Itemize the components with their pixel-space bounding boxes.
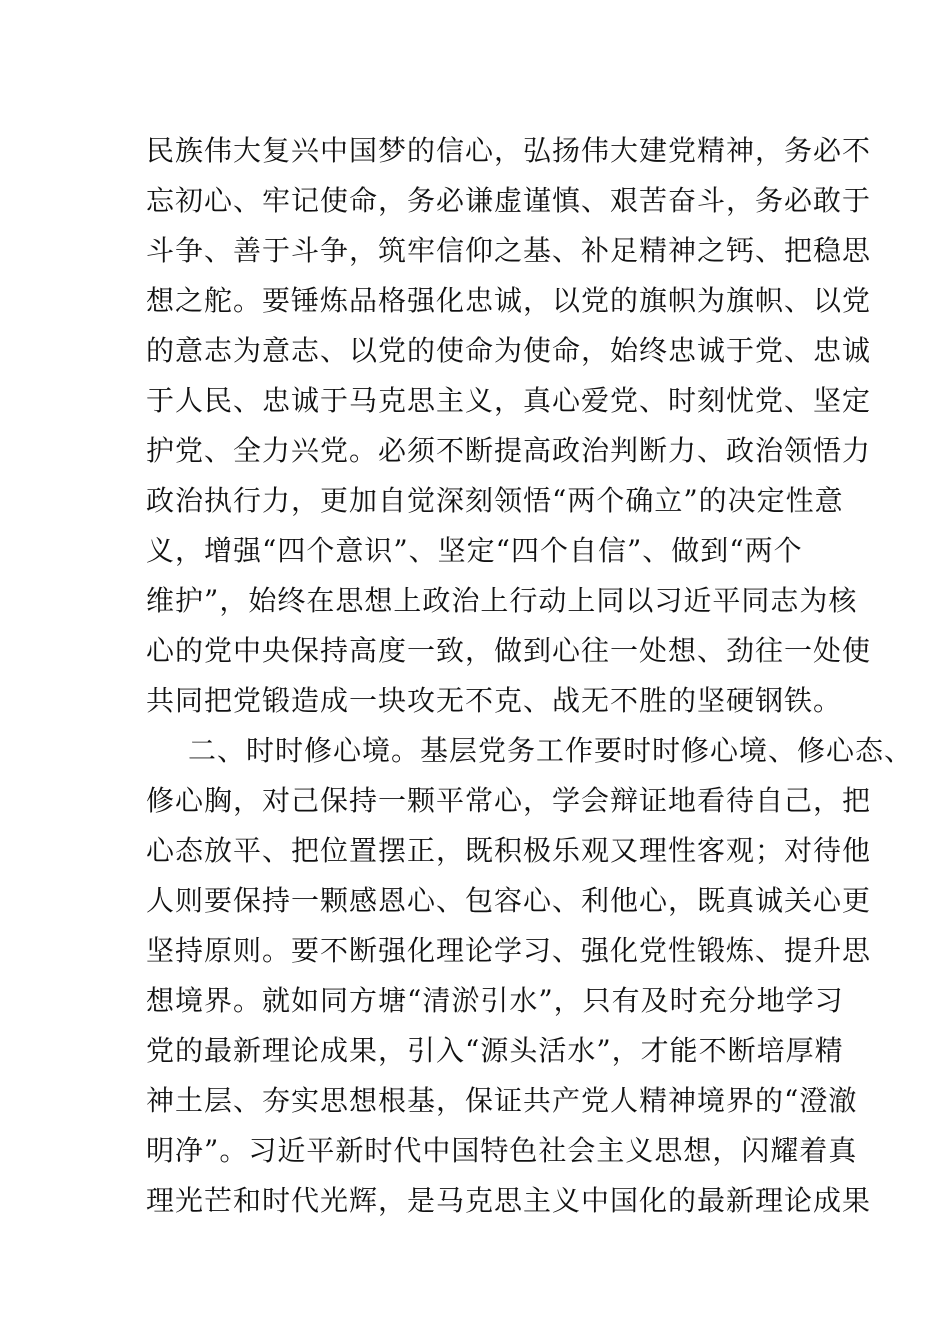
text-line: 护党、全力兴党。必须不断提高政治判断力、政治领悟力 [146,434,872,467]
text-line: 修心胸，对己保持一颗平常心，学会辩证地看待自己，把 [146,784,872,817]
text-line: 想境界。就如同方塘“清淤引水”，只有及时充分地学习 [146,984,844,1017]
text-line: 的意志为意志、以党的使命为使命，始终忠诚于党、忠诚 [146,334,872,367]
text-line: 忘初心、牢记使命，务必谦虚谨慎、艰苦奋斗，务必敢于 [146,184,872,217]
section-heading-line: 二、时时修心境。基层党务工作要时时修心境、修心态、 [188,734,914,767]
text-line: 心态放平、把位置摆正，既积极乐观又理性客观；对待他 [146,834,872,867]
text-line: 维护”，始终在思想上政治上行动上同以习近平同志为核 [146,584,858,617]
text-line: 明净”。习近平新时代中国特色社会主义思想，闪耀着真 [146,1134,858,1167]
text-line: 义，增强“四个意识”、坚定“四个自信”、做到“两个 [146,534,803,567]
text-line: 神土层、夯实思想根基，保证共产党人精神境界的“澄澈 [146,1084,858,1117]
text-line: 政治执行力，更加自觉深刻领悟“两个确立”的决定性意 [146,484,844,517]
text-line: 心的党中央保持高度一致，做到心往一处想、劲往一处使 [146,634,872,667]
text-line: 共同把党锻造成一块攻无不克、战无不胜的坚硬钢铁。 [146,684,843,717]
text-line: 人则要保持一颗感恩心、包容心、利他心，既真诚关心更 [146,884,872,917]
text-line: 理光芒和时代光辉，是马克思主义中国化的最新理论成果 [146,1184,872,1217]
text-line: 民族伟大复兴中国梦的信心，弘扬伟大建党精神，务必不 [146,134,872,167]
text-line: 于人民、忠诚于马克思主义，真心爱党、时刻忧党、坚定 [146,384,872,417]
text-line: 斗争、善于斗争，筑牢信仰之基、补足精神之钙、把稳思 [146,234,872,267]
text-line: 想之舵。要锤炼品格强化忠诚，以党的旗帜为旗帜、以党 [146,284,872,317]
text-line: 坚持原则。要不断强化理论学习、强化党性锻炼、提升思 [146,934,872,967]
text-line: 党的最新理论成果，引入“源头活水”，才能不断培厚精 [146,1034,844,1067]
